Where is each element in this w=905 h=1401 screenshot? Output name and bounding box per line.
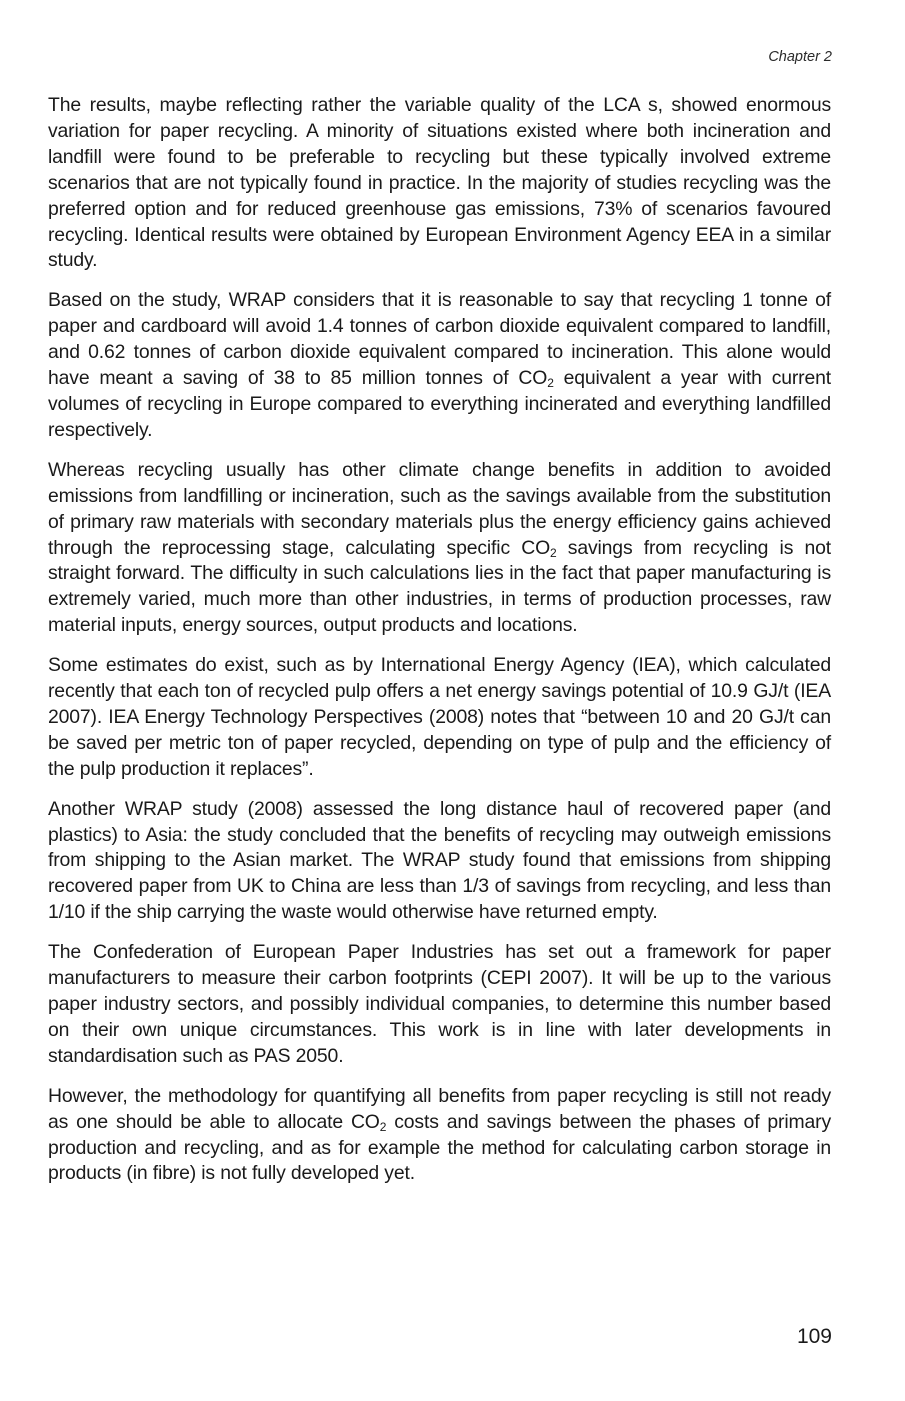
paragraph-text: Another WRAP study (2008) assessed the long distance haul of recovered paper (and plastics) to Asia: the study concluded that the benefits of recycling may outweigh emissions from shipping to the Asian market. The WRAP study found that emissions from shipping recovered paper from UK to China are less than 1/3 of savings from recycling, and less than 1/10 if the ship carrying the waste would otherwise have returned empty. [48, 797, 831, 924]
paragraph-climate-benefits [48, 458, 831, 639]
paragraph-text: Some estimates do exist, such as by International Energy Agency (IEA), which calculated recently that each ton of recycled pulp offers a net energy savings potential of 10.9 GJ/t (IEA 2007). IEA Energy Technology Perspectives (2008) notes that “between 10 and 20 GJ/t can be saved per metric ton of paper recycled, depending on type of pulp and the efficiency of the pulp production it replaces”. [48, 654, 831, 780]
paragraph-methodology [48, 1084, 831, 1188]
subscript: 2 [547, 376, 554, 391]
paragraph-iea-estimates [48, 653, 831, 783]
paragraph-text: savings from recycling is not straight forward. The difficulty in such calculations lies in the fact that paper manufacturing is extremely varied, much more than other industries, in terms of production processes, raw material inputs, energy sources, output products and locations. [48, 536, 831, 637]
body-text [48, 93, 831, 1201]
paragraph-lca-results [48, 93, 831, 274]
paragraph-text: The Confederation of European Paper Industries has set out a framework for paper manufacturers to measure their carbon footprints (CEPI 2007). It will be up to the various paper industry sectors, and possibly individual companies, to determine this number based on their own unique circumstances. This work is in line with later developments in standardisation such as PAS 2050. [48, 941, 831, 1067]
paragraph-wrap-considers [48, 288, 831, 443]
paragraph-text: Whereas recycling usually has other climate change benefits in addition to avoided emissions from landfilling or incineration, such as the savings available from the substitution of primary raw materials with secondary materials plus the energy efficiency gains achieved through the reprocessing stage, calculating specific CO [48, 458, 831, 559]
paragraph-text: Based on the study, WRAP considers that it is reasonable to say that recycling 1 tonne of paper and cardboard will avoid 1.4 tonnes of carbon dioxide equivalent compared to landfill, and 0.62 tonnes of carbon dioxide equivalent compared to incineration. This alone would have meant a saving of 38 to 85 million tonnes of CO [48, 289, 831, 390]
paragraph-text: However, the methodology for quantifying all benefits from paper recycling is still not ready as one should be able to allocate CO [48, 1084, 831, 1133]
paragraph-wrap-shipping [48, 797, 831, 927]
subscript: 2 [550, 545, 557, 560]
paragraph-text: equivalent a year with current volumes of recycling in Europe compared to everything incinerated and everything landfilled respectively. [48, 367, 831, 441]
page-number: 109 [796, 1325, 832, 1348]
paragraph-text: costs and savings between the phases of primary production and recycling, and as for example the method for calculating carbon storage in products (in fibre) is not fully developed yet. [48, 1110, 831, 1185]
paragraph-text: The results, maybe reflecting rather the variable quality of the LCA s, showed enormous variation for paper recycling. A minority of situations existed where both incineration and landfill were found to be preferable to recycling but these typically involved extreme scenarios that are not typically found in practice. In the majority of studies recycling was the preferred option and for reduced greenhouse gas emissions, 73% of scenarios favoured recycling. Identical results were obtained by European Environment Agency EEA in a similar study. [48, 94, 831, 272]
paragraph-cepi-framework [48, 940, 831, 1070]
running-header-chapter: Chapter 2 [768, 49, 832, 65]
subscript: 2 [379, 1119, 387, 1134]
